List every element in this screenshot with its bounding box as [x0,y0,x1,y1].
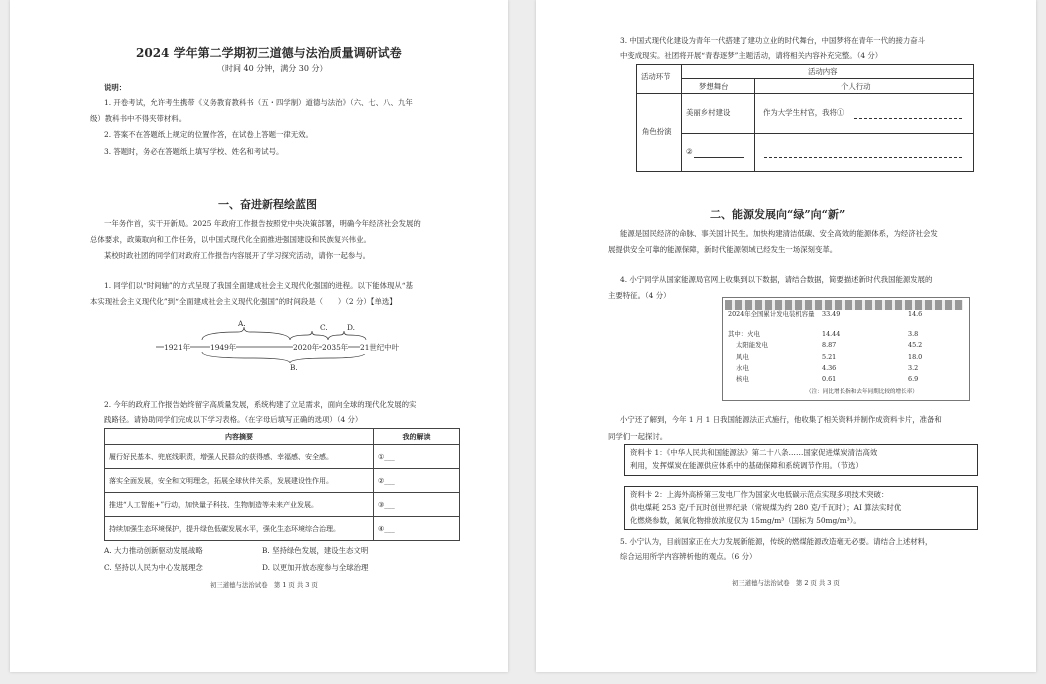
energy-row-v1: 0.61 [822,375,837,383]
q2-line: 2. 今年的政府工作报告始终留字高质量发展，系统构建了立足需求，面向全球的现代化发展的实 [104,400,417,409]
energy-row-v1: 33.49 [822,310,841,318]
q2-row-text: 落实全面发展，安全和文明理念，拓展全球伙伴关系，发展建设性作用。 [105,469,374,493]
q3-line: 中变成现实。社团将开展“青春逐梦”主题活动，请将相关内容补充完整。（4 分） [620,51,883,60]
timeline-year: 2035年 [322,343,349,352]
q3-table-divider [681,133,973,134]
card2-line: 化燃烧参数，氮氧化物排放浓度仅为 15mg/m³（国标为 50mg/m³）。 [630,516,861,525]
q3-cell: 美丽乡村建设 [686,108,731,117]
timeline-mark-d: D. [347,323,356,332]
q3-cell[interactable]: ② [686,147,693,156]
table-row [105,445,460,469]
q2-row-answer[interactable]: ②___ [374,469,460,493]
answer-blank[interactable] [854,118,962,119]
energy-row-v1: 14.44 [822,330,841,338]
exam-page-2 [536,0,1036,672]
q4-line: 主要特征。（4 分） [608,291,671,300]
option-b: B. 坚持绿色发展，建设生态文明 [262,546,369,555]
note-line: 2. 答案不在答题纸上规定的位置作答，在试卷上答题一律无效。 [104,130,313,139]
q2-table-header: 内容摘要 [105,429,374,445]
notes-label: 说明： [104,83,127,92]
table-row [105,493,460,517]
q2-table-header: 我的解读 [374,429,460,445]
q2-row-text: 推进“人工智能+”行动，加快量子科技、生物制造等未来产业发展。 [105,493,374,517]
note-line: 1. 开卷考试，允许考生携带《义务教育教科书（五・四学制）道德与法治》（六、七、八、九年 [104,98,413,107]
q3-sub-header: 梦想舞台 [699,82,729,91]
q3-col-header: 活动环节 [641,72,671,81]
q3-table-divider [636,93,973,94]
q3-col-header: 活动内容 [808,67,838,76]
q3-table-divider [681,64,682,171]
intro2-line: 展提供安全可靠的能源保障，新时代能源领域已经发生一场深刻变革。 [608,245,838,254]
intro2-line: 能源是国民经济的命脉、事关国计民生。加快构建清洁低碳、安全高效的能源体系，为经济社会发 [620,229,938,238]
exam-title: 2024 学年第二学期初三道德与法治质量调研试卷 [136,46,402,60]
answer-blank[interactable] [764,157,962,158]
note-line: 级）教科书中不得夹带材料。 [90,114,187,123]
q4-line: 4. 小宁同学从国家能源局官网上收集到以下数据，请结合数据，简要描述新时代我国能源发展的 [620,275,933,284]
card1-line: 利用，发挥煤炭在能源供应体系中的基础保障和系统调节作用。（节选） [630,461,863,470]
energy-row-v2: 18.0 [908,353,923,361]
q2-row-answer[interactable]: ③___ [374,493,460,517]
q3-row-label: 角色扮演 [642,127,672,136]
energy-row-v1: 4.36 [822,364,837,372]
page-footer: 初三道德与法治试卷 第 1 页 共 3 页 [210,581,318,589]
energy-row-v1: 5.21 [822,353,837,361]
card2-line: 供电煤耗 253 克/千瓦时创世界纪录（常规煤为约 280 克/千瓦时）；AI 算法实时优 [630,503,902,512]
q2-row-text: 履行好民基本、兜底线职责，增强人民群众的获得感、幸福感、安全感。 [105,445,374,469]
q2-line: 践路径。请协助同学们完成以下学习表格。（在字母后填写正确的选项）（4 分） [104,415,363,424]
table-row [105,517,460,541]
law-intro-line: 小宁还了解到，今年 1 月 1 日我国能源法正式施行，他收集了相关资料并制作成资料卡片，准备和 [620,415,942,424]
section1-title: 一、奋进新程绘蓝图 [218,198,317,211]
energy-row-label: 2024年全国累计发电装机容量 [728,310,815,318]
option-a: A. 大力推动创新驱动发展战略 [104,546,203,555]
energy-row-label: 太阳能发电 [736,341,768,349]
energy-row-v2: 45.2 [908,341,923,349]
timeline-year: 2020年 [293,343,320,352]
intro-line: 某校时政社团的同学们对政府工作报告内容展开了学习探究活动，请你一起参与。 [104,251,371,260]
q2-table [104,428,460,541]
section2-title: 二、能源发展向“绿”向“新” [710,208,846,221]
intro-line: 一年务作首，实干开新局。2025 年政府工作报告按照党中央决策部署，明确今年经济社会发展的 [104,219,421,228]
energy-row-label: 风电 [736,353,749,361]
timeline-year: 21世纪中叶 [360,343,399,352]
option-c: C. 坚持以人民为中心发展理念 [104,563,203,572]
note-line: 3. 答题时，务必在答题纸上填写学校、姓名和考试号。 [104,147,284,156]
exam-page-1 [10,0,508,672]
timeline-year: 1949年 [210,343,237,352]
q2-row-text: 持续加强生态环境保护，提升绿色低碳发展水平，强化生态环境综合治理。 [105,517,374,541]
q3-table-divider [681,78,973,79]
energy-row-v1: 8.87 [822,341,837,349]
q5-line: 综合运用所学内容辨析他的观点。（6 分） [620,552,757,561]
table-row [105,469,460,493]
q3-table-divider [754,78,755,171]
q5-line: 5. 小宁认为，目前国家正在大力发展新能源，传统的燃煤能源改造毫无必要。请结合上述材料， [620,537,933,546]
energy-row-label: 核电 [736,375,749,383]
q2-row-answer[interactable]: ④___ [374,517,460,541]
q3-sub-header: 个人行动 [841,82,871,91]
timeline [150,318,430,373]
energy-row-v2: 3.8 [908,330,919,338]
option-d: D. 以更加开放态度参与全球治理 [262,563,369,572]
energy-row-v2: 6.9 [908,375,919,383]
timeline-mark-b: B. [290,363,298,372]
intro-line: 总体要求，政策取向和工作任务，以中国式现代化全面推进强国建设和民族复兴伟业。 [90,235,371,244]
energy-row-label: 其中：火电 [728,330,760,338]
page-footer: 初三道德与法治试卷 第 2 页 共 3 页 [732,579,840,587]
timeline-mark-c: C. [320,323,328,332]
q1-line: 本实现社会主义现代化”到“全面建成社会主义现代化强国”的时间段是（ ）（2 分）【单选】 [90,297,397,306]
energy-row-label: 水电 [736,364,749,372]
q3-line: 3. 中国式现代化建设为青年一代搭建了建功立业的时代舞台，中国梦将在青年一代的接力奋斗 [620,36,926,45]
energy-row-v2: 3.2 [908,364,919,372]
answer-blank[interactable] [694,157,744,158]
timeline-mark-a: A. [238,319,246,328]
exam-subtitle: （时间 40 分钟，满分 30 分） [217,64,328,73]
energy-table-note: （注：同比增长指和去年同期比较的增长率） [806,389,918,395]
card2-line: 资料卡 2：上海外高桥第三发电厂作为国家火电低碳示范点实现多项技术突破： [630,490,889,499]
q1-line: 1. 同学们以“时间轴”的方式呈现了我国全面建成社会主义现代化强国的进程。以下能体现从“基 [104,281,413,290]
q2-row-answer[interactable]: ①___ [374,445,460,469]
q3-cell[interactable]: 作为大学生村官，我将① [763,108,845,117]
card1-line: 资料卡 1：《中华人民共和国能源法》第二十八条……国家促进煤炭清洁高效 [630,448,878,457]
energy-row-v2: 14.6 [908,310,923,318]
timeline-year: 1921年 [164,343,191,352]
law-intro-line: 同学们一起探讨。 [608,432,668,441]
